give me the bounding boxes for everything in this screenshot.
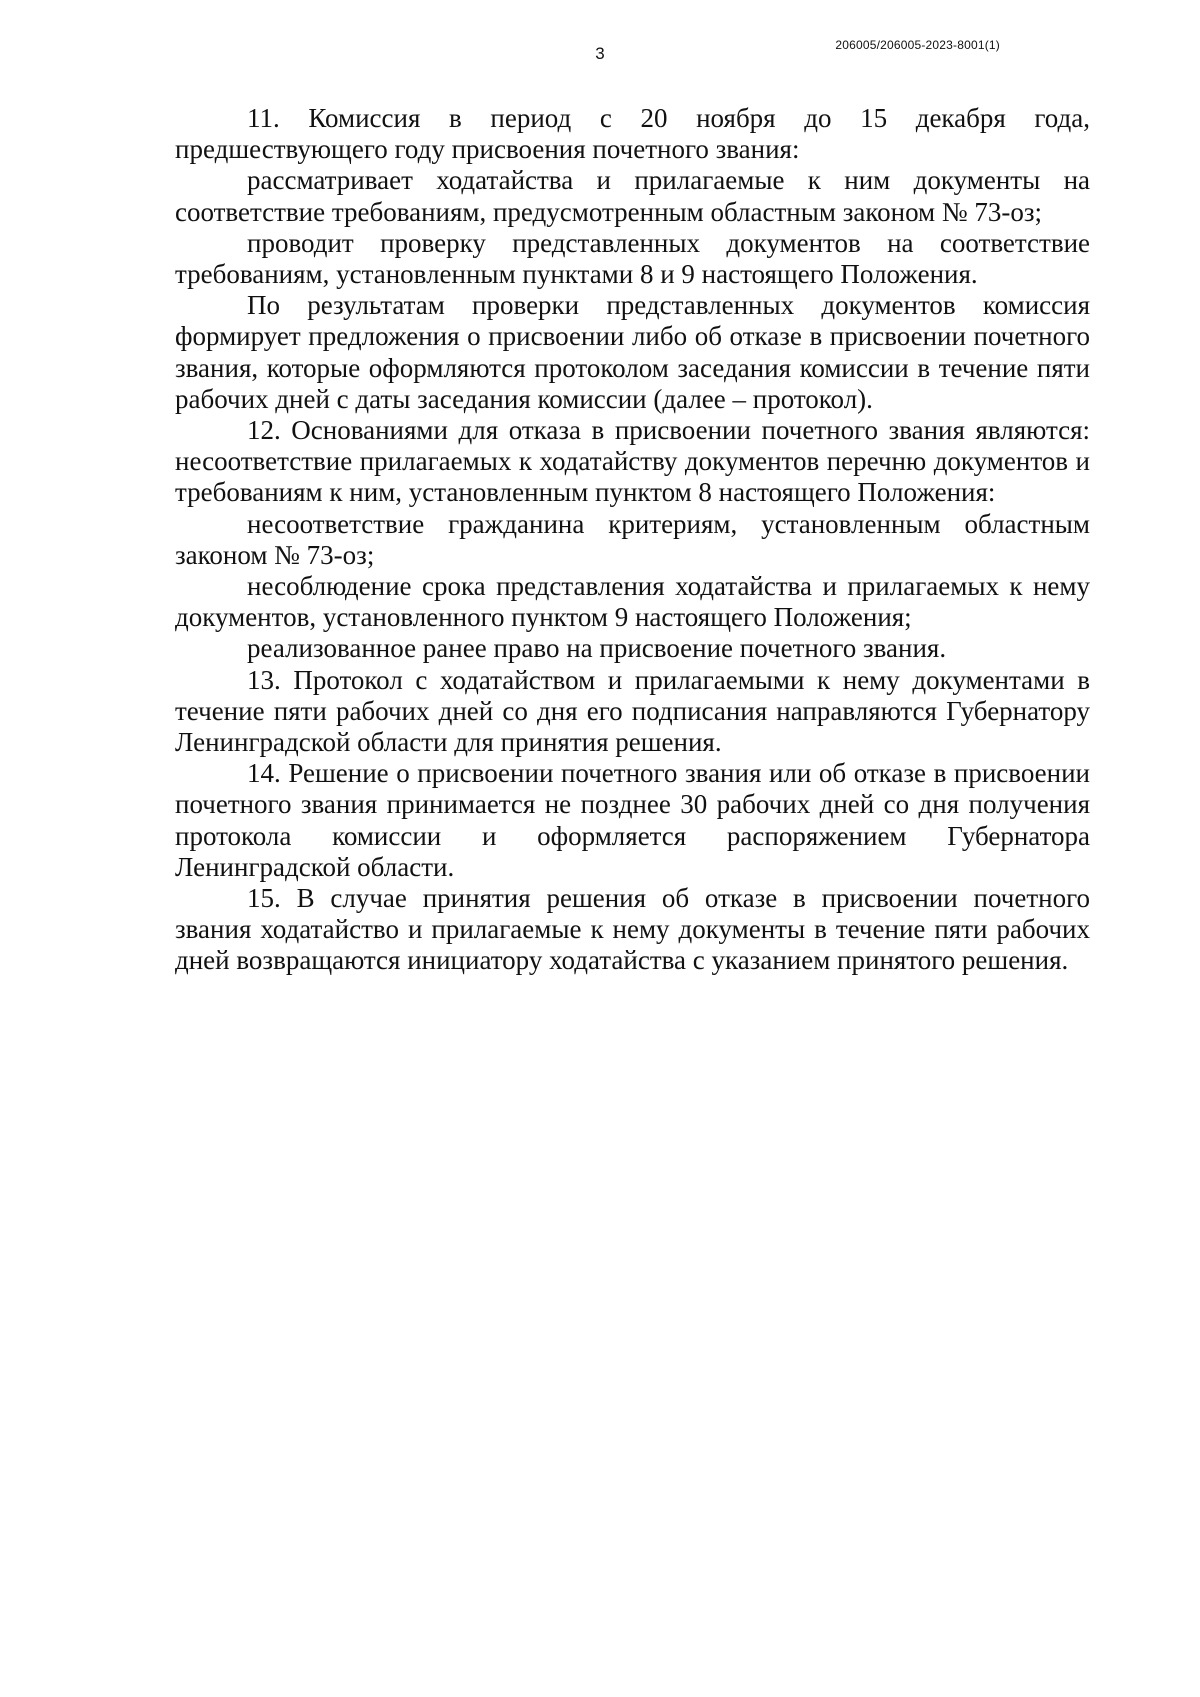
paragraph-11-check: проводит проверку представленных документов на соответствие требованиям, установленным пунктами 8 и 9 настоящего Положения. [175,227,1090,290]
paragraph-11-results: По результатам проверки представленных документов комиссия формирует предложения о присвоении либо об отказе в присвоении почетного звания, которые оформляются протоколом заседания комиссии в течение пяти рабочих дней с даты заседания комиссии (далее – протокол). [175,290,1090,414]
paragraph-12-prior-right: реализованное ранее право на присвоение почетного звания. [247,633,947,664]
paragraph-15: 15. В случае принятия решения об отказе в присвоении почетного звания ходатайство и прилагаемые к нему документы в течение пяти рабочих дней возвращаются инициатору ходатайства с указанием принятого решения. [175,883,1090,976]
paragraph-12: 12. Основаниями для отказа в присвоении почетного звания являются: несоответствие прилагаемых к ходатайству документов перечню документов и требованиям к ним, установленным пунктом 8 настоящего Положения: [175,415,1090,508]
paragraph-12-deadline: несоблюдение срока представления ходатайства и прилагаемых к нему документов, установленного пунктом 9 настоящего Положения; [175,571,1090,633]
page-number: 3 [595,44,605,63]
paragraph-11-review: рассматривает ходатайства и прилагаемые к ним документы на соответствие требованиям, предусмотренным областным законом № 73-оз; [175,165,1090,227]
paragraph-13: 13. Протокол с ходатайством и прилагаемыми к нему документами в течение пяти рабочих дней со дня его подписания направляются Губернатору Ленинградской области для принятия решения. [175,664,1090,758]
document-id: 206005/206005-2023-8001(1) [835,38,1000,52]
paragraph-11: 11. Комиссия в период с 20 ноября до 15 декабря года, предшествующего году присвоения почетного звания: [175,103,1090,165]
document-body [175,103,1090,977]
paragraph-14: 14. Решение о присвоении почетного звания или об отказе в присвоении почетного звания принимается не позднее 30 рабочих дней со дня получения протокола комиссии и оформляется распоряжением Губернатора Ленинградской области. [175,758,1090,882]
paragraph-12-criteria: несоответствие гражданина критериям, установленным областным законом № 73-оз; [175,508,1090,570]
